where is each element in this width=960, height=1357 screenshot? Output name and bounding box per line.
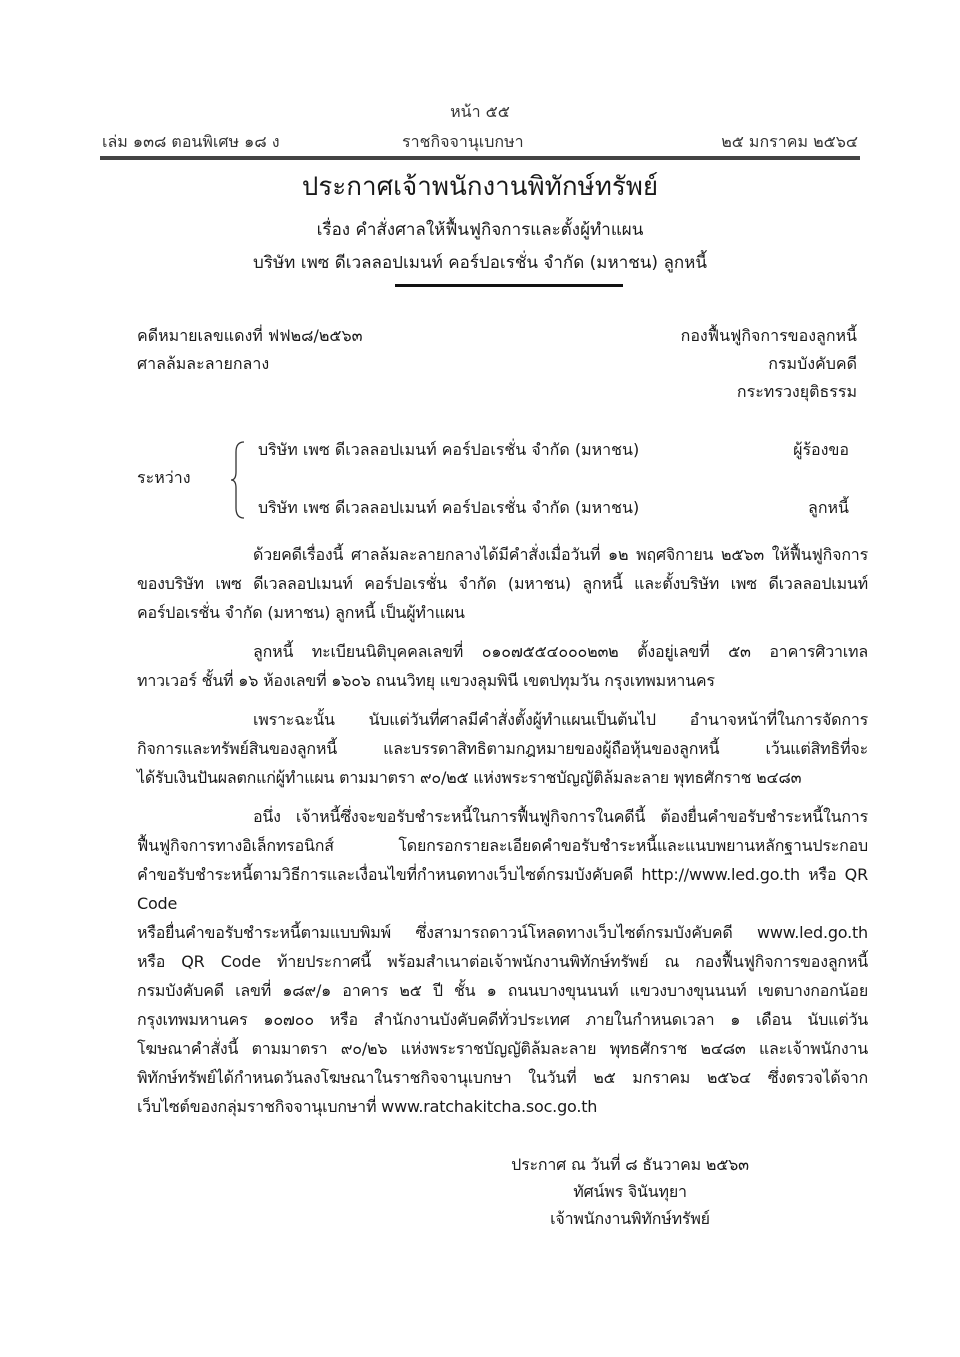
office-ministry: กระทรวงยุติธรรม	[736, 382, 857, 401]
petitioner-role: ผู้ร้องขอ	[793, 440, 849, 459]
paragraph-line: หรือ QR Code ท้ายประกาศนี้ พร้อมสำเนาต่อเจ้าพนักงานพิทักษ์ทรัพย์ ณ กองฟื้นฟูกิจการของลูกหนี้	[137, 952, 868, 971]
paragraph-2	[137, 637, 868, 695]
paragraph-line: อนึ่ง เจ้าหนี้ซึ่งจะขอรับชำระหนี้ในการฟื้นฟูกิจการในคดีนี้ ต้องยื่นคำขอรับชำระหนี้ในการ	[253, 807, 868, 826]
petitioner-name: บริษัท เพซ ดีเวลลอปเมนท์ คอร์ปอเรชั่น จำกัด (มหาชน)	[258, 440, 640, 459]
case-info	[137, 322, 857, 406]
office-division: กองฟื้นฟูกิจการของลูกหนี้	[680, 326, 857, 345]
court-name: ศาลล้มละลายกลาง	[137, 354, 270, 373]
volume-info: เล่ม ๑๓๘ ตอนพิเศษ ๑๘ ง	[102, 132, 280, 151]
paragraph-line: กรมบังคับคดี เลขที่ ๑๘๙/๑ อาคาร ๒๕ ปี ชั้น ๑ ถนนบางขุนนนท์ แขวงบางขุนนนท์ เขตบางกอกน้อย	[137, 981, 868, 1000]
debtor-role: ลูกหนี้	[808, 498, 849, 517]
paragraph-4	[137, 802, 868, 1121]
gazette-name: ราชกิจจานุเบกษา	[402, 132, 524, 151]
signature-block	[460, 1151, 800, 1232]
paragraph-line: กิจการและทรัพย์สินของลูกหนี้ และบรรดาสิทธิตามกฎหมายของผู้ถือหุ้นของลูกหนี้ เว้นแต่สิทธิที่จะ	[137, 739, 868, 758]
header-row	[102, 130, 858, 155]
between-label: ระหว่าง	[137, 468, 191, 487]
header-rule	[100, 156, 860, 160]
paragraph-line: โฆษณาคำสั่งนี้ ตามมาตรา ๙๐/๒๖ แห่งพระราชบัญญัติล้มละลาย พุทธศักราช ๒๔๘๓ และเจ้าพนักงาน	[137, 1039, 868, 1058]
paragraph-3	[137, 705, 868, 792]
signatory-name: ทัศน์พร จินันทุยา	[573, 1182, 687, 1201]
brace-icon	[230, 440, 246, 520]
office-department: กรมบังคับคดี	[768, 354, 857, 373]
body-text	[137, 540, 868, 1232]
paragraph-line: คอร์ปอเรชั่น จำกัด (มหาชน) ลูกหนี้ เป็นผู้ทำแผน	[137, 603, 465, 622]
paragraph-line: พิทักษ์ทรัพย์ได้กำหนดวันลงโฆษณาในราชกิจจานุเบกษา ในวันที่ ๒๕ มกราคม ๒๕๖๔ ซึ่งตรวจได้จาก	[137, 1068, 868, 1087]
paragraph-line: ของบริษัท เพซ ดีเวลลอปเมนท์ คอร์ปอเรชั่น จำกัด (มหาชน) ลูกหนี้ และตั้งบริษัท เพซ ดีเวลลอปเมนท์	[137, 574, 868, 593]
paragraph-line: เว็บไซต์ของกลุ่มราชกิจจานุเบกษาที่ www.ratchakitcha.soc.go.th	[137, 1097, 598, 1116]
title-underline	[395, 284, 623, 287]
paragraph-line: ด้วยคดีเรื่องนี้ ศาลล้มละลายกลางได้มีคำสั่งเมื่อวันที่ ๑๒ พฤศจิกายน ๒๕๖๓ ให้ฟื้นฟูกิจการ	[253, 545, 868, 564]
case-right	[517, 322, 857, 406]
case-left	[137, 322, 477, 406]
paragraph-line: หรือยื่นคำขอรับชำระหนี้ตามแบบพิมพ์ ซึ่งสามารถดาวน์โหลดทางเว็บไซต์กรมบังคับคดี www.led.go.th	[137, 923, 868, 942]
case-number: คดีหมายเลขแดงที่ ฟฟ๒๘/๒๕๖๓	[137, 326, 363, 345]
subject-company: บริษัท เพซ ดีเวลลอปเมนท์ คอร์ปอเรชั่น จำกัด (มหาชน) ลูกหนี้	[253, 253, 707, 273]
paragraph-line: ฟื้นฟูกิจการทางอิเล็กทรอนิกส์ โดยกรอกรายละเอียดคำขอรับชำระหนี้และแนบพยานหลักฐานประกอบ	[137, 836, 868, 855]
paragraph-line: เพราะฉะนั้น นับแต่วันที่ศาลมีคำสั่งตั้งผู้ทำแผนเป็นต้นไป อำนาจหน้าที่ในการจัดการ	[253, 710, 868, 729]
paragraph-line: ลูกหนี้ ทะเบียนนิติบุคคลเลขที่ ๐๑๐๗๕๕๔๐๐๐๒๓๒ ตั้งอยู่เลขที่ ๕๓ อาคารศิวาเทล	[253, 642, 868, 661]
signatory-position: เจ้าพนักงานพิทักษ์ทรัพย์	[550, 1209, 710, 1228]
paragraph-1	[137, 540, 868, 627]
paragraph-line: คำขอรับชำระหนี้ตามวิธีการและเงื่อนไขที่กำหนดทางเว็บไซต์กรมบังคับคดี http://www.led.go.th หรือ QR Code	[137, 865, 868, 913]
paragraph-line: ทาวเวอร์ ชั้นที่ ๑๖ ห้องเลขที่ ๑๖๐๖ ถนนวิทยุ แขวงลุมพินี เขตปทุมวัน กรุงเทพมหานคร	[137, 671, 715, 690]
paragraph-line: กรุงเทพมหานคร ๑๐๗๐๐ หรือ สำนักงานบังคับคดีทั่วประเทศ ภายในกำหนดเวลา ๑ เดือน นับแต่วัน	[137, 1010, 868, 1029]
parties	[137, 436, 849, 526]
gazette-date: ๒๕ มกราคม ๒๕๖๔	[721, 132, 858, 151]
page-title: ประกาศเจ้าพนักงานพิทักษ์ทรัพย์	[301, 172, 659, 202]
announcement-date: ประกาศ ณ วันที่ ๘ ธันวาคม ๒๕๖๓	[511, 1155, 749, 1174]
debtor-name: บริษัท เพซ ดีเวลลอปเมนท์ คอร์ปอเรชั่น จำกัด (มหาชน)	[258, 498, 640, 517]
page-number: หน้า ๕๕	[450, 102, 510, 121]
subject: เรื่อง คำสั่งศาลให้ฟื้นฟูกิจการและตั้งผู้ทำแผน	[316, 220, 644, 240]
paragraph-line: ได้รับเงินปันผลตกแก่ผู้ทำแผน ตามมาตรา ๙๐/๒๕ แห่งพระราชบัญญัติล้มละลาย พุทธศักราช ๒๔๘๓	[137, 768, 802, 787]
